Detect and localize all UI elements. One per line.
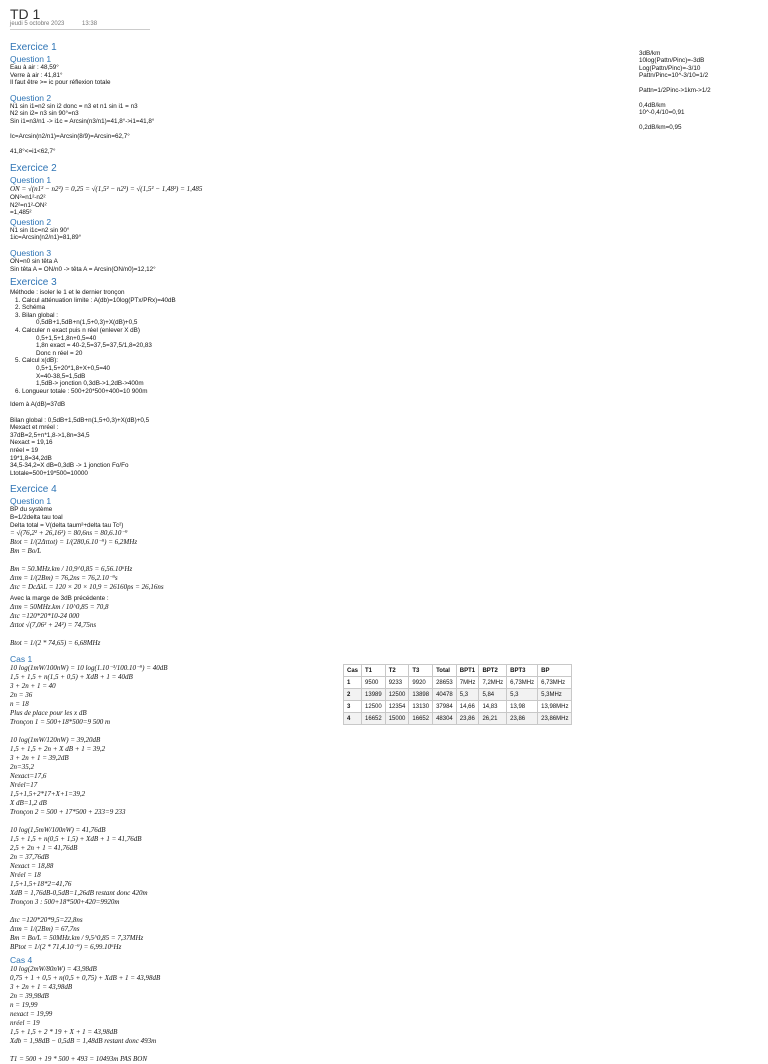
text-line: Verre à air : 41,81° (10, 71, 63, 79)
table-cell: 5,84 (479, 689, 507, 701)
table-cell: 13898 (409, 689, 433, 701)
text-line: BPtot = 1/(2 * 71,4.10⁻⁹) = 6,99.10⁶Hz (10, 942, 122, 951)
text-line: Eau à air : 48,59° (10, 64, 59, 71)
text-line: 2,5 + 2n + 1 = 41,76dB (10, 843, 78, 852)
table-cell: 14,66 (456, 701, 479, 713)
ex3-steps-list (10, 297, 480, 396)
text-line: Nexact=17,6 (10, 771, 47, 780)
title-divider (10, 29, 150, 30)
text-line (10, 727, 480, 736)
page-date-line (10, 21, 113, 27)
table-cell: 48304 (433, 713, 457, 725)
side-note-line (639, 117, 759, 124)
text-line: Nréel = 18 (10, 870, 41, 879)
side-notes (639, 50, 759, 131)
table-header-cell: Total (433, 665, 457, 677)
text-line: Mexact et mréel : (10, 424, 59, 432)
table-cell: 26,21 (479, 713, 507, 725)
text-line: 1,5+1,5+2*17+X+1=39,2 (10, 789, 86, 798)
text-line: B=1/2delta tau toal (10, 513, 63, 521)
text-line: XdB = 1,76dB-0,5dB=1,26dB restant donc 420m (10, 888, 148, 897)
text-line: 41,8°<=i1<62,7° (10, 148, 56, 156)
text-line: 2n = 36 (10, 690, 33, 699)
text-line: Δτm = 50MHz.km / 10^0,85 = 70,8 (10, 602, 109, 611)
side-note-line: 10log(Pattn/Pinc)=-3dB (639, 57, 705, 65)
text-line: 1,5 + 1,5 + n(1,5 + 0,5) + XdB + 1 = 40dB (10, 672, 133, 681)
text-line: 2n=35,2 (10, 762, 34, 771)
text-line: 3 + 2n + 1 = 43,98dB (10, 982, 73, 991)
text-line: Btot = 1/(2 * 74,65) = 6,68MHz (10, 638, 101, 647)
table-cell: 14,83 (479, 701, 507, 713)
text-line: 1,5+1,5+18*2=41,76 (10, 879, 72, 888)
table-cell: 5,3MHz (538, 689, 572, 701)
text-line (10, 630, 480, 639)
ex3-step-detail: X=40-38,5=1,5dB (36, 372, 86, 380)
text-line: Δτc =120*20*9,5=22,8ns (10, 915, 83, 924)
ex2-q1-lines (10, 194, 480, 217)
ex3-after-lines (10, 401, 480, 477)
ex3-method: Méthode : isoler le 1 et le dernier tronçon (10, 289, 125, 297)
table-cell: 13989 (362, 689, 386, 701)
text-line: X dB=1,2 dB (10, 798, 47, 807)
text-line: 1,5 + 1,5 + n(0,5 + 1,5) + XdB + 1 = 41,76dB (10, 834, 142, 843)
table-cell: 9233 (385, 677, 409, 689)
text-line: Sin têta A = ON/n0 -> têta A = Arcsin(ON/n0)=12,12° (10, 265, 156, 273)
text-line: nréel = 19 (10, 1018, 40, 1027)
text-line: 2n = 39,98dB (10, 991, 49, 1000)
text-line: Il faut être >= ic pour réflexion totale (10, 79, 111, 87)
ex3-step-label: 1. Calcul atténuation limite : A(db)=10log(PTx/PRx)=40dB (22, 296, 176, 304)
table-cell: 12354 (385, 701, 409, 713)
table-header-cell: BPT2 (479, 665, 507, 677)
text-line: 2n = 37,76dB (10, 852, 49, 861)
table-cell: 7,2MHz (479, 677, 507, 689)
exercise-2-heading: Exercice 2 (10, 162, 57, 174)
ex4-marge-math (10, 603, 480, 648)
text-line: 0,75 + 1 + 0,5 + n(0,5 + 0,75) + XdB + 1 = 43,98dB (10, 973, 161, 982)
ex3-step-detail: 1,8n exact = 40-2,5=37,5=37,5/1,8=20,83 (36, 342, 152, 350)
text-line: Δτc = DcΔλL = 120 × 20 × 10,9 = 26160ps = 26,16ns (10, 583, 164, 592)
text-line: 19*1,8=34,2dB (10, 454, 52, 462)
ex3-step (22, 312, 480, 327)
text-line: 3 + 2n + 1 = 39,2dB (10, 753, 69, 762)
text-line: BP du système (10, 506, 53, 514)
table-cell: 23,86 (456, 713, 479, 725)
table-header-cell: T3 (409, 665, 433, 677)
ex3-step-label: 6. Longueur totale : 500+20*500+400=10 900m (22, 387, 148, 395)
text-line: ON=n0 sin têta A (10, 257, 58, 265)
side-note-line: Log(Pattn/Pinc)=-3/10 (639, 64, 701, 72)
table-cell: 9920 (409, 677, 433, 689)
table-cell: 15000 (385, 713, 409, 725)
ex3-step-label: 2. Schéma (22, 304, 46, 312)
ex2-q3-lines (10, 258, 480, 273)
text-line: Tronçon 1 = 500+18*500=9 500 m (10, 717, 111, 726)
text-line: 37dB=2,5+n*1,8->1,8n=34,5 (10, 431, 90, 439)
ex2-question-3-heading: Question 3 (10, 247, 52, 258)
cas-results-table (343, 664, 572, 725)
text-line: nréel = 19 (10, 446, 39, 454)
text-line (10, 1046, 480, 1055)
cas-4-lines (10, 965, 480, 1064)
ex3-step (22, 297, 480, 305)
text-line: T1 = 500 + 19 * 500 + 493 = 10493m PAS BON (10, 1054, 147, 1063)
ex3-step (22, 388, 480, 396)
cas-4-heading: Cas 4 (10, 954, 33, 965)
table-cell: 23,86 (507, 713, 538, 725)
ex4-marge-label: Avec la marge de 3dB précédente : (10, 595, 109, 603)
ex3-step-label: 4. Calculer n exact puis n réel (enlever X dB) (22, 327, 140, 335)
table-cell: 16652 (409, 713, 433, 725)
table-row (344, 689, 572, 701)
side-note-line: 0,4dB/km (639, 101, 666, 109)
ex3-step (22, 304, 480, 312)
exercise-4-heading: Exercice 4 (10, 484, 57, 496)
ex4-q1-math (10, 529, 480, 592)
text-line: 34,5-34,2=X dB=0,3dB -> 1 jonction Fo/Fo (10, 462, 129, 470)
text-line: Δτtot √(7,06² + 24²) = 74,75ns (10, 620, 97, 629)
text-line: Bm = Bo/L = 50MHz.km / 9,5^0,85 = 7,37MHz (10, 933, 144, 942)
text-line: 10 log(2mW/80nW) = 43,98dB (10, 964, 97, 973)
table-cell: 9500 (362, 677, 386, 689)
table-header-row (344, 665, 572, 677)
table-cell: 12500 (385, 689, 409, 701)
side-note-line: 0,2dB/km=0,95 (639, 124, 682, 132)
text-line (10, 556, 480, 565)
table-cell: 2 (344, 689, 362, 701)
side-note-line: Pattn=1/2Pinc->1km->1/2 (639, 87, 711, 95)
text-line: = √(76,2² + 26,16²) = 80,6ns = 80,6.10⁻⁹ (10, 529, 128, 538)
text-line: Bm = 50.MHz.km / 10,9^0,85 = 6,56.10⁶Hz (10, 565, 133, 574)
ex3-step-detail: 0,5+1,5+1,8n+0,5=40 (36, 334, 97, 342)
table-cell: 13130 (409, 701, 433, 713)
side-note-line (639, 80, 759, 87)
page-date: jeudi 5 octobre 2023 (10, 21, 65, 27)
text-line: n = 18 (10, 699, 29, 708)
table-cell: 23,86MHz (538, 713, 572, 725)
text-line: n = 19,99 (10, 1000, 38, 1009)
text-line: Δτm = 1/(2Bm) = 67,7ns (10, 924, 80, 933)
text-line: N1 sin i1c=n2 sin 90° (10, 226, 70, 234)
text-line: N2 sin i2= n3 sin 90°=n3 (10, 110, 79, 118)
table-cell: 13,98 (507, 701, 538, 713)
ex3-step-detail: 0,5dB+1,5dB+n(1,5+0,3)+X(dB)+0,5 (36, 319, 138, 327)
text-line: ON²=n1²-n2² (10, 193, 46, 201)
exercise-3-heading: Exercice 3 (10, 277, 57, 289)
ex2-question-1-heading: Question 1 (10, 174, 52, 185)
text-line: Δτc =120*20*10-24 000 (10, 611, 80, 620)
text-line: Nréel=17 (10, 780, 38, 789)
table-header-cell: BPT1 (456, 665, 479, 677)
ex2-question-2-heading: Question 2 (10, 216, 52, 227)
text-line (10, 141, 480, 149)
table-cell: 6,73MHz (507, 677, 538, 689)
ex4-q1-lines (10, 506, 480, 529)
text-line: Delta total = V(delta taum²+delta tau Tc²) (10, 521, 124, 529)
table-cell: 3 (344, 701, 362, 713)
ex1-q2-lines (10, 103, 480, 156)
text-line: 10 log(1mW/100nW) = 10 log(1.10⁻³/100.10⁻⁹) = 40dB (10, 663, 168, 672)
table-cell: 1 (344, 677, 362, 689)
table-cell: 28653 (433, 677, 457, 689)
side-note-line (639, 94, 759, 101)
table-cell: 40478 (433, 689, 457, 701)
text-line: Bm = Bo/L (10, 547, 42, 556)
notes-body (10, 41, 480, 1064)
exercise-1-heading: Exercice 1 (10, 42, 57, 53)
table-cell: 5,3 (507, 689, 538, 701)
table-cell: 4 (344, 713, 362, 725)
table-header-cell: T2 (385, 665, 409, 677)
text-line: 10 log(1mW/120nW) = 39,20dB (10, 735, 101, 744)
text-line: Xdb = 1,98dB − 0,5dB = 1,48dB restant donc 493m (10, 1036, 157, 1045)
table-header-cell: T1 (362, 665, 386, 677)
text-line (10, 817, 480, 826)
ex3-step-detail: 1,5dB-> jonction 0,3dB->1,2dB->400m (36, 380, 144, 388)
table-row (344, 701, 572, 713)
table-cell: 5,3 (456, 689, 479, 701)
text-line: Tronçon 2 = 500 + 17*500 + 233=9 233 (10, 807, 126, 816)
text-line: =1,485² (10, 209, 32, 217)
ex2-q1-formula: ON = √(n1² − n2²) = 0,25 = √(1,5² − n2²) = √(1,5² − 1,48²) = 1,485 (10, 184, 203, 193)
side-note-line: 3dB/km (639, 50, 661, 57)
side-note-line: Pattn/Pinc=10^-3/10=1/2 (639, 72, 709, 80)
table-cell: 16652 (362, 713, 386, 725)
text-line: Ltotale=500+19*500=10000 (10, 469, 88, 477)
table-cell: 12500 (362, 701, 386, 713)
table-header-cell: Cas (344, 665, 362, 677)
ex2-q2-lines (10, 227, 480, 242)
ex3-step-detail: 0,5+1,5+20*1,8+X+0,5=40 (36, 365, 111, 373)
ex3-step-detail: Donc n réel = 20 (36, 349, 83, 357)
table-cell: 37984 (433, 701, 457, 713)
text-line: Plus de place pour les x dB (10, 708, 87, 717)
ex1-question-1-heading: Question 1 (10, 54, 52, 64)
text-line: Tronçon 3 : 500+18*500+420=9920m (10, 897, 120, 906)
ex3-step (22, 357, 480, 387)
text-line: N1 sin i1=n2 sin i2 donc = n3 et n1 sin i1 = n3 (10, 102, 138, 110)
text-line: Idem à A(dB)=37dB (10, 401, 66, 409)
text-line (10, 907, 480, 916)
table-row (344, 713, 572, 725)
ex3-step-label: 3. Bilan global : (22, 311, 59, 319)
text-line: Δτm = 1/(2Bm) = 76,2ns = 76,2.10⁻⁹s (10, 574, 118, 583)
ex3-step (22, 327, 480, 357)
text-line: N2²=n1²-ON² (10, 201, 47, 209)
ex1-q1-lines (10, 64, 480, 87)
text-line: 3 + 2n + 1 = 40 (10, 681, 56, 690)
ex3-step-label: 5. Calcul x(dB): (22, 357, 59, 365)
table-cell: 13,98MHz (538, 701, 572, 713)
text-line: Nexact = 19,16 (10, 439, 53, 447)
page-time: 13:38 (82, 21, 98, 27)
table-header-cell: BP (538, 665, 572, 677)
ex4-question-1-heading: Question 1 (10, 496, 52, 507)
text-line: Sin i1=n3/n1 -> i1c = Arcsin(n3/n1)=41,8°->i1=41,8° (10, 117, 155, 125)
text-line: 1,5 + 1,5 + 2n + X dB + 1 = 39,2 (10, 744, 106, 753)
ex1-question-2-heading: Question 2 (10, 92, 52, 103)
text-line: 1ic=Arcsin(n2/n1)=81,89° (10, 234, 82, 242)
text-line: Bilan global : 0,5dB+1,5dB+n(1,5+0,3)+X(dB)+0,5 (10, 416, 150, 424)
text-line: 1,5 + 1,5 + 2 * 19 + X + 1 = 43,98dB (10, 1027, 118, 1036)
text-line: Ic=Arcsin(n2/n1)=Arcsin(8/9)=Arcsin=62,7° (10, 133, 130, 141)
page-title: TD 1 (10, 6, 41, 22)
table-cell: 6,73MHz (538, 677, 572, 689)
side-note-line: 10^-0,4/10=0,91 (639, 109, 685, 117)
table-row (344, 677, 572, 689)
text-line: Nexact = 18,88 (10, 861, 54, 870)
text-line (10, 409, 480, 417)
text-line: 10 log(1,5mW/100nW) = 41,76dB (10, 825, 106, 834)
cas-1-heading: Cas 1 (10, 653, 33, 664)
text-line: nexact = 19,99 (10, 1009, 53, 1018)
table-cell: 7MHz (456, 677, 479, 689)
text-line: Btot = 1/(2Δτtot) = 1/(280,6.10⁻⁹) = 6,2MHz (10, 538, 138, 547)
table-header-cell: BPT3 (507, 665, 538, 677)
